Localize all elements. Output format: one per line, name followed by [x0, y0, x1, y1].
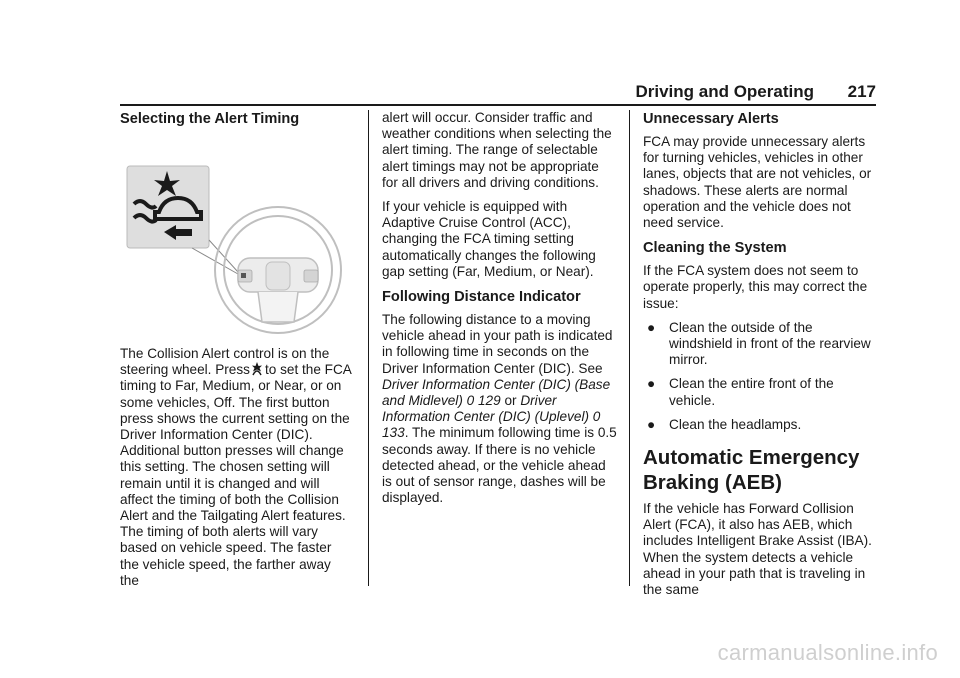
- list-item: ● Clean the outside of the windshield in front of the rearview mirror.: [647, 319, 871, 368]
- dic-uplevel-page-ref[interactable]: 0 133: [382, 409, 601, 441]
- aeb-paragraph: If the vehicle has Forward Collision Alert (FCA), it also has AEB, which includes Intelligent Brake Assist (IBA). When the system detects a vehicle ahead in your path that is traveling in the same: [643, 501, 872, 598]
- header-rule: [120, 104, 876, 106]
- column-1: [120, 110, 352, 597]
- collision-alert-button-icon: [250, 362, 264, 376]
- watermark: carmanualsonline.info: [717, 640, 938, 665]
- heading-selecting-alert-timing: Selecting the Alert Timing: [120, 111, 300, 127]
- bullet-icon: ●: [647, 376, 656, 392]
- steering-wheel-illustration: [120, 136, 352, 336]
- dic-uplevel-link[interactable]: Driver Information Center (DIC) (Uplevel): [382, 393, 589, 425]
- heading-aeb: Automatic Emergency Braking (AEB): [643, 446, 860, 495]
- list-item: ● Clean the headlamps.: [647, 416, 802, 432]
- unnecessary-alerts-paragraph: FCA may provide unnecessary alerts for turning vehicles, vehicles in other lanes, objects that are not vehicles, or shadows. These alerts are normal operation and the vehicle does not need service.: [643, 134, 872, 231]
- bullet-icon: ●: [647, 416, 656, 432]
- column-divider-2: [629, 110, 630, 586]
- heading-unnecessary-alerts: Unnecessary Alerts: [643, 111, 779, 127]
- dic-base-link[interactable]: Driver Information Center (DIC) (Base and Midlevel): [382, 376, 611, 409]
- dic-base-page-ref[interactable]: 0 129: [466, 393, 501, 409]
- heading-following-distance: Following Distance Indicator: [382, 289, 581, 306]
- alert-timing-continued: alert will occur. Consider traffic and weather conditions when selecting the alert timing. The range of selectable alert timings may not be appropriate for all drivers and driving conditions.: [382, 110, 612, 190]
- page-header: [120, 82, 876, 106]
- following-distance-paragraph: The following distance to a moving vehicle ahead in your path is indicated in following time in seconds on the Driver Information Center (DIC). See Driver Information Center (DIC) (Base and Midlevel) 0 129 or Driver Information Center (DIC) (Uplevel) 0 133. The minimum following time is 0.5 seconds away. If there is no vehicle detected ahead, or the vehicle ahead is out of sensor range, dashes will be displayed.: [382, 312, 617, 506]
- section-title: Driving and Operating: [635, 82, 814, 101]
- column-3: [643, 110, 878, 606]
- cleaning-intro-paragraph: If the FCA system does not seem to operate properly, this may correct the issue:: [643, 263, 868, 311]
- column-divider-1: [368, 110, 369, 586]
- list-item: ● Clean the entire front of the vehicle.: [647, 376, 834, 408]
- page-number: 217: [847, 82, 876, 101]
- collision-alert-paragraph: The Collision Alert control is on the steering wheel. Press to set the FCA timing to Far, Medium, or Near, or on some vehicles, Off. The first button press shows the current setting on the Driver Information Center (DIC). Additional button presses will change this setting. The chosen setting will remain until it is changed and will affect the timing of both the Collision Alert and the Tailgating Alert features. The timing of both alerts will vary based on vehicle speed. The faster the vehicle speed, the farther away the: [120, 346, 352, 588]
- acc-paragraph: If your vehicle is equipped with Adaptive Cruise Control (ACC), changing the FCA timing setting automatically changes the following gap setting (Far, Medium, or Near).: [382, 199, 596, 279]
- bullet-icon: ●: [647, 319, 656, 335]
- steering-wheel-figure: [120, 136, 352, 336]
- column-2: [382, 110, 617, 514]
- heading-cleaning-system: Cleaning the System: [643, 240, 787, 257]
